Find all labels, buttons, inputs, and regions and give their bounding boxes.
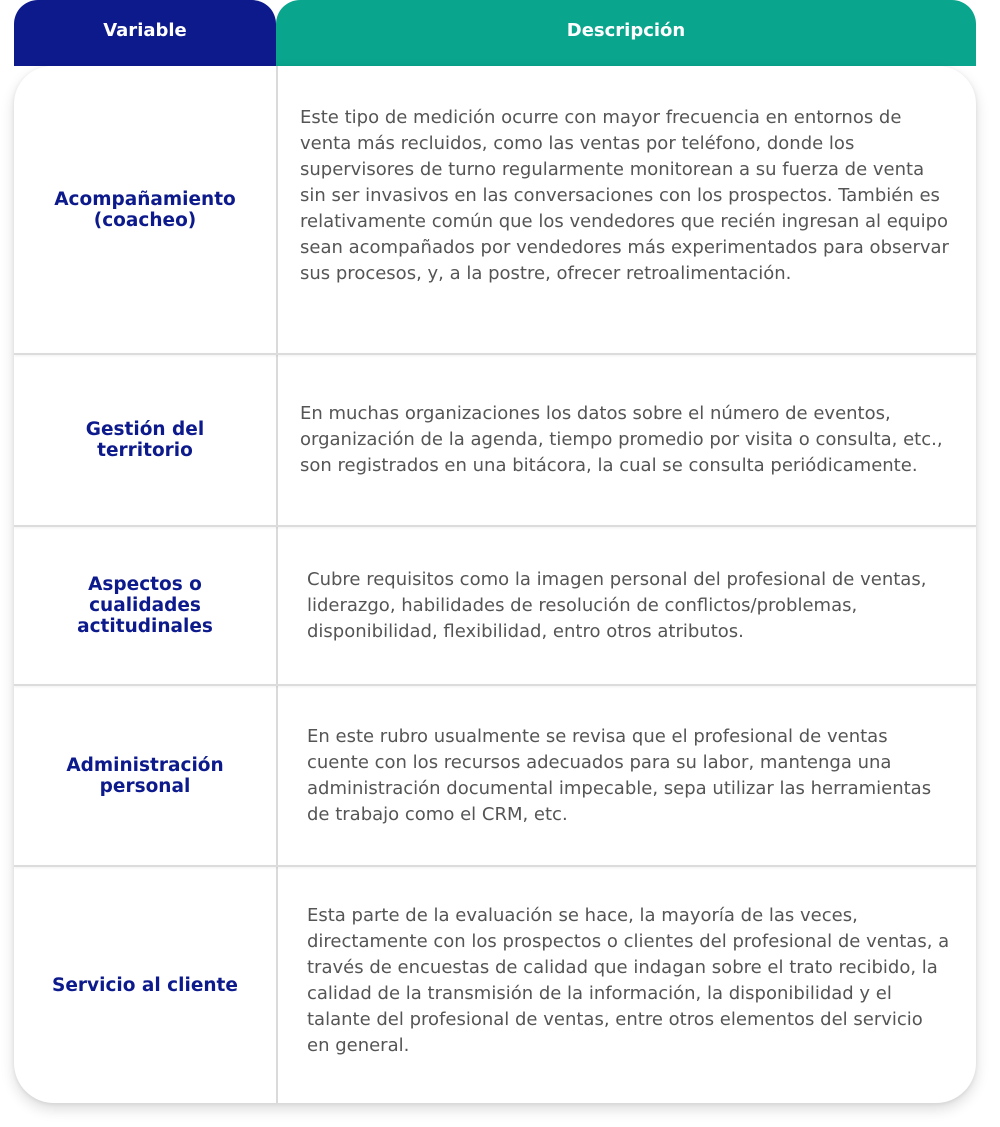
description-cell [307, 686, 950, 865]
table-row [14, 527, 976, 684]
description-text: Cubre requisitos como la imagen personal del profesional de ventas, liderazgo, habilidades de resolución de conflictos/problemas, disponibilidad, flexibilidad, entro otros atributos. [307, 568, 927, 642]
header-variable-label: Variable [103, 19, 187, 41]
variable-cell [14, 686, 276, 865]
variable-name: Aspectos o cualidades actitudinales [77, 574, 213, 637]
variable-cell [14, 66, 276, 353]
header-variable [14, 0, 276, 66]
description-text: En muchas organizaciones los datos sobre el número de eventos, organización de la agenda, tiempo promedio por visita o consulta, etc., son registrados en una bitácora, la cual se consulta periódicamente. [300, 403, 943, 476]
description-cell [307, 527, 950, 684]
variable-name: Servicio al cliente [52, 974, 238, 996]
description-text: En este rubro usualmente se revisa que el profesional de ventas cuente con los recursos adecuados para su labor, mantenga una administración documental impecable, sepa utilizar las herramientas de trabajo como el CRM, etc. [307, 725, 932, 825]
variable-name: Administración personal [66, 754, 224, 797]
header-description [276, 0, 976, 66]
description-cell [300, 355, 950, 525]
table-body [14, 66, 976, 1103]
header-description-label: Descripción [566, 19, 686, 41]
variable-cell [14, 355, 276, 525]
description-text: Este tipo de medición ocurre con mayor frecuencia en entornos de venta más recluidos, como las ventas por teléfono, donde los supervisores de turno regularmente monitorean a su fuerza de venta sin ser invasivos en las conversaciones con los prospectos. También es relativamente común que los vendedores que recién ingresan al equipo sean acompañados por vendedores más experimentados para observar sus procesos, y, a la postre, ofrecer retroalimentación. [300, 107, 949, 284]
variable-cell [14, 527, 276, 684]
table-row [14, 686, 976, 865]
table-row [14, 66, 976, 353]
description-cell [300, 66, 950, 353]
variable-name: Acompañamiento (coacheo) [54, 188, 236, 231]
description-text: Esta parte de la evaluación se hace, la mayoría de las veces, directamente con los prospectos o clientes del profesional de ventas, a través de encuestas de calidad que indagan sobre el trato recibido, la calidad de la transmisión de la información, la disponibilidad y el talante del profesional de ventas, entre otros elementos del servicio en general. [307, 905, 950, 1056]
description-cell [307, 867, 950, 1103]
variable-name: Gestión del territorio [85, 419, 205, 461]
table-row [14, 867, 976, 1103]
variable-cell [14, 867, 276, 1103]
table-row [14, 355, 976, 525]
